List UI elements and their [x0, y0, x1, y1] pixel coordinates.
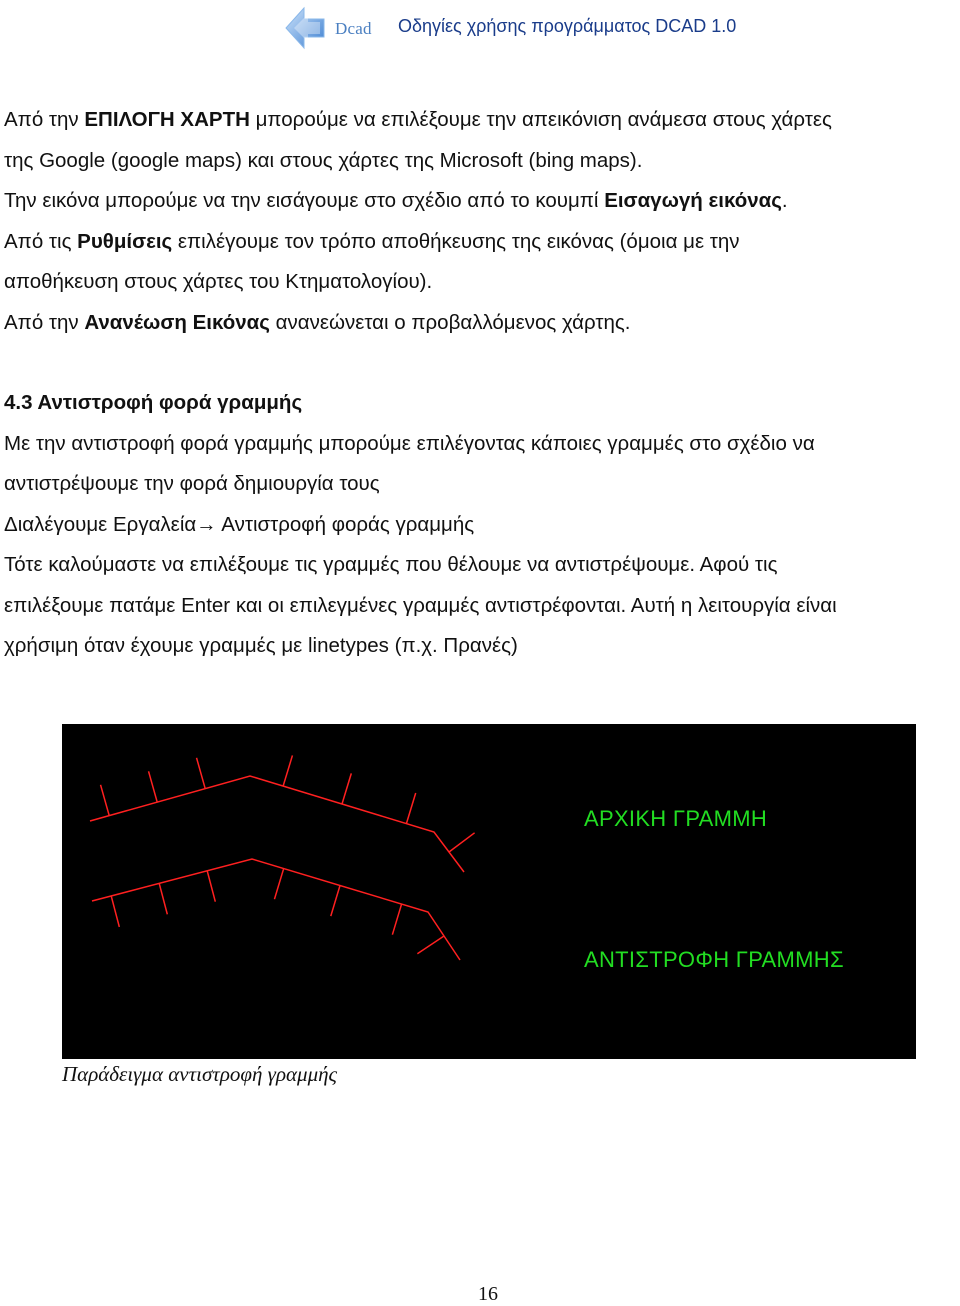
header-title: Οδηγίες χρήσης προγράμματος DCAD 1.0	[398, 16, 737, 36]
bold-term: Ρυθμίσεις	[77, 229, 173, 253]
slope-tick	[207, 871, 215, 902]
paragraph-line	[4, 303, 960, 344]
text-run: Από την	[4, 108, 85, 131]
text-run: .	[781, 189, 788, 212]
paragraph-line: χρήσιμη όταν έχουμε γραμμές με linetypes (π.χ. Πρανές)	[4, 634, 518, 657]
paragraph-line: επιλέξουμε πατάμε Enter και οι επιλεγμένες γραμμές αντιστρέφονται. Αυτή η λειτουργία είναι	[4, 593, 837, 617]
paragraph-line: Τότε καλούμαστε να επιλέξουμε τις γραμμές που θέλουμε να αντιστρέψουμε. Αφού τις	[4, 553, 778, 576]
menu-path-line: Διαλέγουμε Εργαλεία→ Αντιστροφή φοράς γραμμής	[4, 512, 475, 536]
paragraph-line: αντιστρέψουμε την φορά δημιουργία τους	[4, 472, 380, 495]
text-run: Την εικόνα μπορούμε να την εισάγουμε στο σχέδιο από το κουμπί	[4, 189, 605, 212]
slope-tick	[342, 773, 351, 804]
dcad-logo	[282, 6, 382, 50]
figure-caption: Παράδειγμα αντιστροφή γραμμής	[62, 1062, 338, 1086]
section-heading: 4.3 Αντιστροφή φορά γραμμής	[4, 391, 303, 414]
bold-term: Ανανέωση Εικόνας	[84, 310, 270, 334]
slope-tick	[197, 758, 206, 789]
text-run: ανανεώνεται ο προβαλλόμενος χάρτης.	[269, 310, 631, 334]
paragraph-line	[4, 100, 960, 141]
text-run: Από την	[4, 310, 85, 334]
slope-tick	[417, 936, 444, 954]
line-path	[92, 859, 460, 960]
slope-tick	[101, 785, 110, 816]
text-run: επιλέγουμε τον τρόπο αποθήκευσης της εικόνας (όμοια με την	[172, 229, 740, 253]
paragraph-line: της Google (google maps) και στους χάρτες της Microsoft (bing maps).	[4, 148, 643, 172]
arrow-logo-icon	[282, 6, 332, 50]
page-header	[0, 0, 960, 56]
document-body	[4, 100, 960, 667]
slope-tick	[331, 886, 340, 917]
figure-drawing	[62, 724, 916, 1059]
bold-term: Εισαγωγή εικόνας	[604, 189, 782, 212]
slope-tick	[283, 755, 292, 786]
text-run: μπορούμε να επιλέξουμε την απεικόνιση ανάμεσα στους χάρτες	[249, 108, 832, 131]
reversed-line-label: ΑΝΤΙΣΤΡΟΦΗ ΓΡΑΜΜΗΣ	[584, 947, 844, 972]
slope-tick	[111, 896, 119, 927]
paragraph-line: αποθήκευση στους χάρτες του Κτηματολογίου).	[4, 270, 433, 293]
reverse-line-figure	[62, 724, 916, 1059]
text-run: Από τις	[4, 229, 78, 253]
paragraph-line	[4, 181, 960, 222]
line-path	[90, 776, 464, 872]
slope-tick	[406, 793, 415, 824]
paragraph-line	[4, 222, 960, 263]
spacer	[4, 343, 960, 383]
slope-tick	[449, 833, 475, 852]
original-line-label: ΑΡΧΙΚΗ ΓΡΑΜΜΗ	[584, 806, 768, 831]
bold-term: ΕΠΙΛΟΓΗ ΧΑΡΤΗ	[84, 108, 250, 131]
original-line	[90, 755, 475, 872]
slope-tick	[159, 883, 167, 914]
logo-text: Dcad	[335, 19, 372, 38]
slope-tick	[274, 869, 283, 900]
slope-tick	[149, 771, 158, 802]
reversed-line	[92, 859, 460, 960]
page-number: 16	[478, 1283, 498, 1305]
slope-tick	[392, 904, 401, 935]
paragraph-line: Με την αντιστροφή φορά γραμμής μπορούμε επιλέγοντας κάποιες γραμμές στο σχέδιο να	[4, 431, 815, 455]
